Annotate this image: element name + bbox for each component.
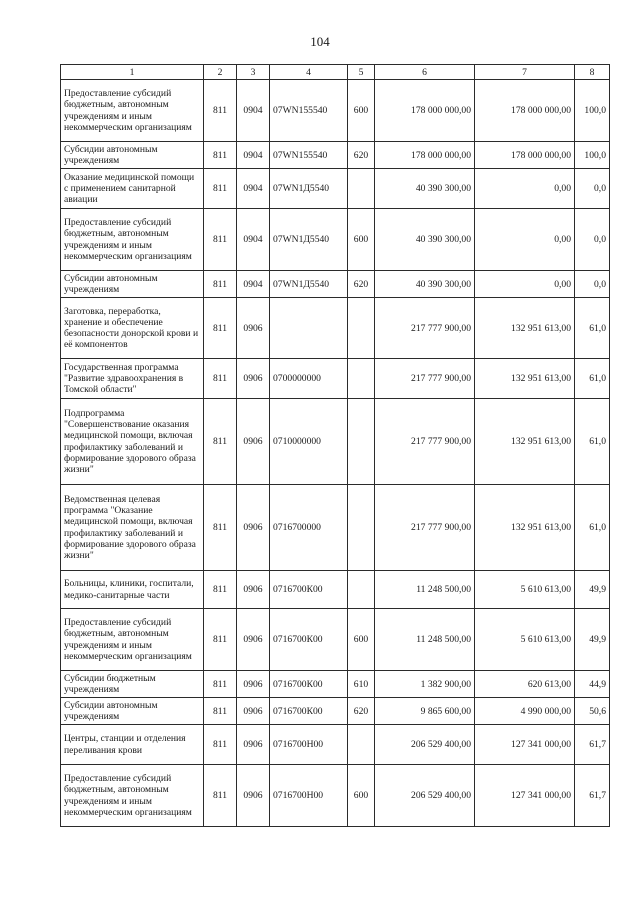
row-section-code: 0904 [237,142,270,169]
row-percent: 49,9 [575,571,610,609]
row-actual: 620 613,00 [475,671,575,698]
row-plan: 217 777 900,00 [375,485,475,571]
row-type-code [348,571,375,609]
row-percent: 49,9 [575,609,610,671]
row-name: Больницы, клиники, госпитали, медико-санитарные части [61,571,204,609]
row-target-code: 0716700К00 [270,698,348,725]
row-type-code [348,169,375,209]
row-name: Ведомственная целевая программа "Оказание медицинской помощи, включая профилактику заболеваний и формирование здорового образа жизни" [61,485,204,571]
row-admin-code: 811 [204,399,237,485]
row-admin-code: 811 [204,765,237,827]
budget-table [60,64,610,827]
row-plan: 40 390 300,00 [375,169,475,209]
table-row [61,209,610,271]
row-section-code: 0906 [237,725,270,765]
row-name: Заготовка, переработка, хранение и обеспечение безопасности донорской крови и её компонентов [61,298,204,359]
table-body [61,80,610,827]
row-section-code: 0906 [237,359,270,399]
table-row [61,485,610,571]
row-percent: 61,0 [575,485,610,571]
row-section-code: 0906 [237,298,270,359]
row-actual: 5 610 613,00 [475,571,575,609]
row-section-code: 0904 [237,80,270,142]
row-actual: 0,00 [475,271,575,298]
row-percent: 100,0 [575,80,610,142]
row-type-code: 600 [348,209,375,271]
row-target-code: 0716700К00 [270,571,348,609]
row-percent: 0,0 [575,169,610,209]
row-target-code: 0700000000 [270,359,348,399]
row-name: Субсидии бюджетным учреждениям [61,671,204,698]
column-header: 7 [475,65,575,80]
row-target-code: 07WN155540 [270,142,348,169]
row-name: Предоставление субсидий бюджетным, автономным учреждениям и иным некоммерческим организациям [61,765,204,827]
row-admin-code: 811 [204,169,237,209]
row-type-code [348,725,375,765]
column-header: 3 [237,65,270,80]
row-target-code: 07WN1Д5540 [270,209,348,271]
row-type-code [348,399,375,485]
row-percent: 61,0 [575,298,610,359]
row-section-code: 0906 [237,571,270,609]
row-percent: 0,0 [575,271,610,298]
row-admin-code: 811 [204,698,237,725]
row-actual: 5 610 613,00 [475,609,575,671]
row-actual: 178 000 000,00 [475,80,575,142]
row-admin-code: 811 [204,671,237,698]
row-section-code: 0906 [237,698,270,725]
row-type-code: 600 [348,80,375,142]
row-section-code: 0906 [237,485,270,571]
row-target-code [270,298,348,359]
row-admin-code: 811 [204,725,237,765]
row-type-code: 610 [348,671,375,698]
row-type-code: 620 [348,142,375,169]
row-name: Субсидии автономным учреждениям [61,142,204,169]
row-section-code: 0904 [237,271,270,298]
row-admin-code: 811 [204,485,237,571]
page-number: 104 [310,34,330,49]
row-target-code: 07WN155540 [270,80,348,142]
column-header: 5 [348,65,375,80]
row-admin-code: 811 [204,571,237,609]
row-actual: 0,00 [475,209,575,271]
row-percent: 61,0 [575,359,610,399]
row-section-code: 0904 [237,169,270,209]
table-row [61,399,610,485]
table-row [61,671,610,698]
row-section-code: 0906 [237,671,270,698]
row-plan: 178 000 000,00 [375,142,475,169]
row-name: Подпрограмма "Совершенствование оказания медицинской помощи, включая профилактику заболеваний и формирование здорового образа жизни" [61,399,204,485]
row-type-code: 600 [348,609,375,671]
row-type-code: 620 [348,271,375,298]
row-name: Оказание медицинской помощи с применением санитарной авиации [61,169,204,209]
row-target-code: 0716700К00 [270,609,348,671]
row-name: Предоставление субсидий бюджетным, автономным учреждениям и иным некоммерческим организациям [61,209,204,271]
column-header: 4 [270,65,348,80]
row-plan: 40 390 300,00 [375,271,475,298]
table-row [61,725,610,765]
row-percent: 100,0 [575,142,610,169]
row-admin-code: 811 [204,359,237,399]
row-target-code: 0716700Н00 [270,765,348,827]
row-actual: 132 951 613,00 [475,399,575,485]
row-percent: 61,7 [575,765,610,827]
column-header: 8 [575,65,610,80]
row-admin-code: 811 [204,271,237,298]
row-admin-code: 811 [204,609,237,671]
row-name: Субсидии автономным учреждениям [61,271,204,298]
table-row [61,571,610,609]
row-actual: 132 951 613,00 [475,359,575,399]
table-row [61,698,610,725]
row-plan: 40 390 300,00 [375,209,475,271]
row-target-code: 07WN1Д5540 [270,169,348,209]
row-percent: 44,9 [575,671,610,698]
row-type-code: 620 [348,698,375,725]
row-name: Государственная программа "Развитие здравоохранения в Томской области" [61,359,204,399]
table-row [61,80,610,142]
table-row [61,271,610,298]
row-name: Предоставление субсидий бюджетным, автономным учреждениям и иным некоммерческим организациям [61,609,204,671]
row-plan: 11 248 500,00 [375,609,475,671]
row-section-code: 0906 [237,609,270,671]
row-name: Центры, станции и отделения переливания крови [61,725,204,765]
table-row [61,169,610,209]
row-plan: 11 248 500,00 [375,571,475,609]
table-row [61,765,610,827]
table-row [61,359,610,399]
row-section-code: 0904 [237,209,270,271]
row-target-code: 0710000000 [270,399,348,485]
row-target-code: 0716700000 [270,485,348,571]
row-plan: 1 382 900,00 [375,671,475,698]
row-admin-code: 811 [204,142,237,169]
row-name: Предоставление субсидий бюджетным, автономным учреждениям и иным некоммерческим организациям [61,80,204,142]
row-type-code [348,359,375,399]
row-type-code [348,298,375,359]
row-percent: 50,6 [575,698,610,725]
column-header: 1 [61,65,204,80]
row-plan: 217 777 900,00 [375,298,475,359]
row-actual: 127 341 000,00 [475,725,575,765]
row-section-code: 0906 [237,765,270,827]
row-target-code: 07WN1Д5540 [270,271,348,298]
row-plan: 217 777 900,00 [375,399,475,485]
row-actual: 132 951 613,00 [475,485,575,571]
row-type-code [348,485,375,571]
row-name: Субсидии автономным учреждениям [61,698,204,725]
row-plan: 178 000 000,00 [375,80,475,142]
row-type-code: 600 [348,765,375,827]
row-actual: 132 951 613,00 [475,298,575,359]
row-target-code: 0716700Н00 [270,725,348,765]
row-plan: 206 529 400,00 [375,765,475,827]
row-actual: 178 000 000,00 [475,142,575,169]
row-section-code: 0906 [237,399,270,485]
row-plan: 9 865 600,00 [375,698,475,725]
row-percent: 61,7 [575,725,610,765]
row-percent: 0,0 [575,209,610,271]
table-row [61,298,610,359]
column-header: 2 [204,65,237,80]
row-admin-code: 811 [204,209,237,271]
row-target-code: 0716700К00 [270,671,348,698]
column-header: 6 [375,65,475,80]
table-row [61,609,610,671]
row-percent: 61,0 [575,399,610,485]
row-plan: 217 777 900,00 [375,359,475,399]
row-plan: 206 529 400,00 [375,725,475,765]
row-actual: 4 990 000,00 [475,698,575,725]
row-admin-code: 811 [204,80,237,142]
table-header [61,65,610,80]
table-row [61,142,610,169]
row-actual: 127 341 000,00 [475,765,575,827]
header-row [61,65,610,80]
row-admin-code: 811 [204,298,237,359]
row-actual: 0,00 [475,169,575,209]
